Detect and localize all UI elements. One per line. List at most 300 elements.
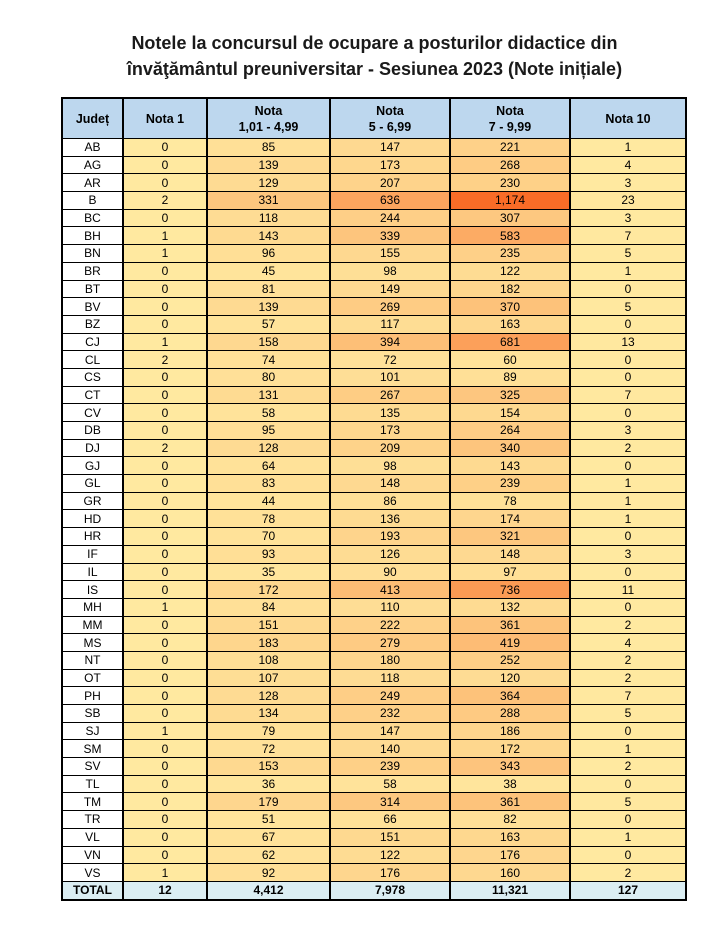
county-code: VN xyxy=(62,846,123,864)
grade-count-cell: 2 xyxy=(570,439,686,457)
grade-count-cell: 89 xyxy=(450,368,570,386)
county-row-HR xyxy=(62,528,686,546)
grade-count-cell: 60 xyxy=(450,351,570,369)
grade-count-cell: 172 xyxy=(450,740,570,758)
grade-count-cell: 0 xyxy=(123,687,207,705)
grade-count-cell: 143 xyxy=(450,457,570,475)
grade-count-cell: 1 xyxy=(570,828,686,846)
grade-count-cell: 413 xyxy=(330,581,450,599)
county-row-SV xyxy=(62,758,686,776)
county-code: GR xyxy=(62,492,123,510)
county-code: CJ xyxy=(62,333,123,351)
county-code: MH xyxy=(62,598,123,616)
county-code: CS xyxy=(62,368,123,386)
grade-count-cell: 148 xyxy=(330,475,450,493)
grade-count-cell: 97 xyxy=(450,563,570,581)
table-body xyxy=(62,139,686,900)
grade-count-cell: 179 xyxy=(207,793,330,811)
column-header-1: Județ xyxy=(62,98,123,139)
county-code: AG xyxy=(62,156,123,174)
county-code: VL xyxy=(62,828,123,846)
grade-count-cell: 122 xyxy=(330,846,450,864)
grade-count-cell: 0 xyxy=(123,174,207,192)
county-code: AR xyxy=(62,174,123,192)
county-row-AR xyxy=(62,174,686,192)
total-count-cell: 11,321 xyxy=(450,881,570,899)
county-code: TM xyxy=(62,793,123,811)
grade-count-cell: 57 xyxy=(207,315,330,333)
grade-count-cell: 331 xyxy=(207,192,330,210)
grade-count-cell: 0 xyxy=(123,793,207,811)
grade-count-cell: 0 xyxy=(123,669,207,687)
grade-count-cell: 1 xyxy=(570,475,686,493)
grade-count-cell: 153 xyxy=(207,758,330,776)
grade-count-cell: 64 xyxy=(207,457,330,475)
grade-count-cell: 122 xyxy=(450,262,570,280)
county-code: GL xyxy=(62,475,123,493)
grade-count-cell: 3 xyxy=(570,209,686,227)
grade-count-cell: 314 xyxy=(330,793,450,811)
grade-count-cell: 2 xyxy=(570,864,686,882)
total-count-cell: 12 xyxy=(123,881,207,899)
grade-count-cell: 209 xyxy=(330,439,450,457)
grade-count-cell: 235 xyxy=(450,245,570,263)
grade-count-cell: 38 xyxy=(450,775,570,793)
grade-count-cell: 232 xyxy=(330,705,450,723)
grade-count-cell: 86 xyxy=(330,492,450,510)
county-code: DJ xyxy=(62,439,123,457)
grade-count-cell: 118 xyxy=(330,669,450,687)
county-code: TR xyxy=(62,811,123,829)
grade-count-cell: 7 xyxy=(570,687,686,705)
grade-count-cell: 0 xyxy=(123,280,207,298)
grade-count-cell: 0 xyxy=(123,545,207,563)
grade-count-cell: 2 xyxy=(570,758,686,776)
grade-count-cell: 4 xyxy=(570,634,686,652)
column-header-3: Nota 1,01 - 4,99 xyxy=(207,98,330,139)
county-row-CS xyxy=(62,368,686,386)
grade-count-cell: 230 xyxy=(450,174,570,192)
grade-count-cell: 72 xyxy=(207,740,330,758)
county-code: CL xyxy=(62,351,123,369)
grade-count-cell: 83 xyxy=(207,475,330,493)
grade-count-cell: 78 xyxy=(207,510,330,528)
county-row-DJ xyxy=(62,439,686,457)
county-row-BN xyxy=(62,245,686,263)
grade-count-cell: 0 xyxy=(123,492,207,510)
grade-count-cell: 158 xyxy=(207,333,330,351)
county-row-SM xyxy=(62,740,686,758)
grade-count-cell: 23 xyxy=(570,192,686,210)
grade-count-cell: 176 xyxy=(330,864,450,882)
county-code: NT xyxy=(62,651,123,669)
grade-count-cell: 67 xyxy=(207,828,330,846)
total-count-cell: 4,412 xyxy=(207,881,330,899)
column-header-5: Nota 7 - 9,99 xyxy=(450,98,570,139)
grade-count-cell: 1 xyxy=(123,722,207,740)
column-header-2: Nota 1 xyxy=(123,98,207,139)
grade-count-cell: 13 xyxy=(570,333,686,351)
county-row-TR xyxy=(62,811,686,829)
grade-count-cell: 0 xyxy=(123,528,207,546)
grade-count-cell: 128 xyxy=(207,687,330,705)
county-code: BN xyxy=(62,245,123,263)
grade-count-cell: 5 xyxy=(570,298,686,316)
grade-count-cell: 149 xyxy=(330,280,450,298)
county-code: IF xyxy=(62,545,123,563)
grade-count-cell: 98 xyxy=(330,457,450,475)
county-row-TM xyxy=(62,793,686,811)
grade-count-cell: 180 xyxy=(330,651,450,669)
grade-count-cell: 0 xyxy=(570,598,686,616)
grade-count-cell: 1 xyxy=(570,139,686,157)
grade-count-cell: 151 xyxy=(207,616,330,634)
county-row-GL xyxy=(62,475,686,493)
grade-count-cell: 160 xyxy=(450,864,570,882)
county-code: SM xyxy=(62,740,123,758)
county-row-VN xyxy=(62,846,686,864)
grade-count-cell: 44 xyxy=(207,492,330,510)
county-row-CT xyxy=(62,386,686,404)
grade-count-cell: 0 xyxy=(123,563,207,581)
grade-count-cell: 163 xyxy=(450,315,570,333)
grade-count-cell: 2 xyxy=(123,351,207,369)
grade-count-cell: 85 xyxy=(207,139,330,157)
grade-count-cell: 80 xyxy=(207,368,330,386)
county-row-BH xyxy=(62,227,686,245)
grade-count-cell: 92 xyxy=(207,864,330,882)
grade-count-cell: 0 xyxy=(123,758,207,776)
grade-count-cell: 93 xyxy=(207,545,330,563)
grade-count-cell: 174 xyxy=(450,510,570,528)
county-row-BV xyxy=(62,298,686,316)
grade-count-cell: 154 xyxy=(450,404,570,422)
grade-count-cell: 0 xyxy=(570,368,686,386)
grade-count-cell: 0 xyxy=(123,651,207,669)
county-code: BZ xyxy=(62,315,123,333)
grade-count-cell: 11 xyxy=(570,581,686,599)
grade-count-cell: 4 xyxy=(570,156,686,174)
grade-count-cell: 0 xyxy=(570,404,686,422)
grade-count-cell: 1 xyxy=(123,227,207,245)
grade-count-cell: 2 xyxy=(570,669,686,687)
grade-count-cell: 0 xyxy=(570,457,686,475)
grade-count-cell: 0 xyxy=(123,315,207,333)
grade-count-cell: 1 xyxy=(123,245,207,263)
grade-count-cell: 264 xyxy=(450,422,570,440)
grade-count-cell: 361 xyxy=(450,616,570,634)
county-row-GJ xyxy=(62,457,686,475)
grade-count-cell: 0 xyxy=(123,368,207,386)
grade-count-cell: 143 xyxy=(207,227,330,245)
grade-count-cell: 267 xyxy=(330,386,450,404)
grade-count-cell: 118 xyxy=(207,209,330,227)
county-code: DB xyxy=(62,422,123,440)
grade-count-cell: 0 xyxy=(123,457,207,475)
grade-count-cell: 58 xyxy=(207,404,330,422)
grade-count-cell: 147 xyxy=(330,722,450,740)
page-title-line1: Notele la concursul de ocupare a posturilor didactice din xyxy=(131,33,618,53)
grade-count-cell: 126 xyxy=(330,545,450,563)
county-row-IF xyxy=(62,545,686,563)
grade-count-cell: 1 xyxy=(123,333,207,351)
county-row-DB xyxy=(62,422,686,440)
grade-count-cell: 636 xyxy=(330,192,450,210)
grade-count-cell: 0 xyxy=(123,846,207,864)
county-code: CT xyxy=(62,386,123,404)
grade-count-cell: 3 xyxy=(570,545,686,563)
grade-count-cell: 244 xyxy=(330,209,450,227)
grade-count-cell: 98 xyxy=(330,262,450,280)
grade-count-cell: 2 xyxy=(123,439,207,457)
county-row-VS xyxy=(62,864,686,882)
grade-count-cell: 0 xyxy=(570,811,686,829)
grade-count-cell: 36 xyxy=(207,775,330,793)
grade-count-cell: 140 xyxy=(330,740,450,758)
grade-count-cell: 321 xyxy=(450,528,570,546)
grade-count-cell: 364 xyxy=(450,687,570,705)
page-title xyxy=(61,30,688,82)
grade-count-cell: 249 xyxy=(330,687,450,705)
county-code: BH xyxy=(62,227,123,245)
grade-count-cell: 135 xyxy=(330,404,450,422)
grade-count-cell: 0 xyxy=(123,262,207,280)
county-code: SJ xyxy=(62,722,123,740)
grade-count-cell: 681 xyxy=(450,333,570,351)
grade-count-cell: 5 xyxy=(570,245,686,263)
county-row-B xyxy=(62,192,686,210)
grade-count-cell: 2 xyxy=(570,651,686,669)
total-count-cell: 127 xyxy=(570,881,686,899)
grade-count-cell: 3 xyxy=(570,174,686,192)
grade-count-cell: 0 xyxy=(123,209,207,227)
county-code: BT xyxy=(62,280,123,298)
grade-count-cell: 239 xyxy=(330,758,450,776)
county-code: IS xyxy=(62,581,123,599)
grade-count-cell: 62 xyxy=(207,846,330,864)
grade-count-cell: 107 xyxy=(207,669,330,687)
grade-count-cell: 252 xyxy=(450,651,570,669)
grade-count-cell: 0 xyxy=(570,722,686,740)
grade-count-cell: 361 xyxy=(450,793,570,811)
county-row-MH xyxy=(62,598,686,616)
grade-count-cell: 128 xyxy=(207,439,330,457)
grade-count-cell: 66 xyxy=(330,811,450,829)
grade-count-cell: 0 xyxy=(123,386,207,404)
grade-count-cell: 222 xyxy=(330,616,450,634)
grade-count-cell: 136 xyxy=(330,510,450,528)
column-header-6: Nota 10 xyxy=(570,98,686,139)
county-row-BR xyxy=(62,262,686,280)
grade-count-cell: 370 xyxy=(450,298,570,316)
grade-count-cell: 148 xyxy=(450,545,570,563)
grade-count-cell: 139 xyxy=(207,156,330,174)
grade-count-cell: 173 xyxy=(330,156,450,174)
county-row-BC xyxy=(62,209,686,227)
grade-count-cell: 81 xyxy=(207,280,330,298)
county-row-CJ xyxy=(62,333,686,351)
grade-count-cell: 139 xyxy=(207,298,330,316)
grade-count-cell: 221 xyxy=(450,139,570,157)
total-count-cell: 7,978 xyxy=(330,881,450,899)
county-row-VL xyxy=(62,828,686,846)
grade-count-cell: 0 xyxy=(570,846,686,864)
county-row-AG xyxy=(62,156,686,174)
grade-count-cell: 84 xyxy=(207,598,330,616)
county-row-IL xyxy=(62,563,686,581)
grade-count-cell: 186 xyxy=(450,722,570,740)
county-code: MM xyxy=(62,616,123,634)
grades-table xyxy=(61,97,687,901)
grade-count-cell: 82 xyxy=(450,811,570,829)
grade-count-cell: 0 xyxy=(123,811,207,829)
county-row-SB xyxy=(62,705,686,723)
county-code: HR xyxy=(62,528,123,546)
grade-count-cell: 1 xyxy=(123,864,207,882)
grade-count-cell: 172 xyxy=(207,581,330,599)
grade-count-cell: 110 xyxy=(330,598,450,616)
grade-count-cell: 101 xyxy=(330,368,450,386)
header-row xyxy=(62,98,686,139)
grade-count-cell: 1 xyxy=(123,598,207,616)
grade-count-cell: 131 xyxy=(207,386,330,404)
grade-count-cell: 7 xyxy=(570,386,686,404)
grade-count-cell: 343 xyxy=(450,758,570,776)
grade-count-cell: 78 xyxy=(450,492,570,510)
grade-count-cell: 0 xyxy=(123,156,207,174)
grade-count-cell: 0 xyxy=(123,475,207,493)
grade-count-cell: 95 xyxy=(207,422,330,440)
grade-count-cell: 0 xyxy=(123,705,207,723)
grade-count-cell: 1 xyxy=(570,510,686,528)
grade-count-cell: 5 xyxy=(570,793,686,811)
county-row-NT xyxy=(62,651,686,669)
county-code: TL xyxy=(62,775,123,793)
county-code: SB xyxy=(62,705,123,723)
grade-count-cell: 58 xyxy=(330,775,450,793)
grade-count-cell: 117 xyxy=(330,315,450,333)
grade-count-cell: 736 xyxy=(450,581,570,599)
page-title-line2: învăţământul preuniversitar - Sesiunea 2023 (Note inițiale) xyxy=(126,59,623,79)
county-row-HD xyxy=(62,510,686,528)
county-code: IL xyxy=(62,563,123,581)
grade-count-cell: 0 xyxy=(570,351,686,369)
grade-count-cell: 176 xyxy=(450,846,570,864)
grade-count-cell: 1,174 xyxy=(450,192,570,210)
county-code: MS xyxy=(62,634,123,652)
grade-count-cell: 35 xyxy=(207,563,330,581)
grade-count-cell: 1 xyxy=(570,740,686,758)
county-row-OT xyxy=(62,669,686,687)
county-code: PH xyxy=(62,687,123,705)
grade-count-cell: 79 xyxy=(207,722,330,740)
grade-count-cell: 2 xyxy=(570,616,686,634)
grade-count-cell: 183 xyxy=(207,634,330,652)
grade-count-cell: 0 xyxy=(123,740,207,758)
grade-count-cell: 120 xyxy=(450,669,570,687)
grade-count-cell: 3 xyxy=(570,422,686,440)
grade-count-cell: 325 xyxy=(450,386,570,404)
county-code: BV xyxy=(62,298,123,316)
grade-count-cell: 0 xyxy=(123,510,207,528)
grade-count-cell: 1 xyxy=(570,492,686,510)
grade-count-cell: 340 xyxy=(450,439,570,457)
grade-count-cell: 51 xyxy=(207,811,330,829)
county-code: BR xyxy=(62,262,123,280)
total-row xyxy=(62,881,686,899)
county-code: B xyxy=(62,192,123,210)
county-row-CL xyxy=(62,351,686,369)
grade-count-cell: 72 xyxy=(330,351,450,369)
grade-count-cell: 0 xyxy=(570,528,686,546)
grade-count-cell: 132 xyxy=(450,598,570,616)
column-header-4: Nota 5 - 6,99 xyxy=(330,98,450,139)
county-row-AB xyxy=(62,139,686,157)
grade-count-cell: 147 xyxy=(330,139,450,157)
grade-count-cell: 0 xyxy=(123,422,207,440)
grade-count-cell: 155 xyxy=(330,245,450,263)
county-row-CV xyxy=(62,404,686,422)
grade-count-cell: 0 xyxy=(570,563,686,581)
county-code: HD xyxy=(62,510,123,528)
county-code: AB xyxy=(62,139,123,157)
grade-count-cell: 70 xyxy=(207,528,330,546)
total-label: TOTAL xyxy=(62,881,123,899)
county-row-PH xyxy=(62,687,686,705)
grade-count-cell: 0 xyxy=(123,828,207,846)
grade-count-cell: 207 xyxy=(330,174,450,192)
county-row-BZ xyxy=(62,315,686,333)
grade-count-cell: 151 xyxy=(330,828,450,846)
grade-count-cell: 269 xyxy=(330,298,450,316)
grade-count-cell: 0 xyxy=(570,315,686,333)
grade-count-cell: 307 xyxy=(450,209,570,227)
grade-count-cell: 108 xyxy=(207,651,330,669)
grade-count-cell: 5 xyxy=(570,705,686,723)
county-code: VS xyxy=(62,864,123,882)
grade-count-cell: 182 xyxy=(450,280,570,298)
grade-count-cell: 0 xyxy=(570,775,686,793)
grade-count-cell: 288 xyxy=(450,705,570,723)
county-code: CV xyxy=(62,404,123,422)
grade-count-cell: 45 xyxy=(207,262,330,280)
grade-count-cell: 193 xyxy=(330,528,450,546)
grade-count-cell: 129 xyxy=(207,174,330,192)
grade-count-cell: 0 xyxy=(123,404,207,422)
county-row-IS xyxy=(62,581,686,599)
county-code: SV xyxy=(62,758,123,776)
grade-count-cell: 0 xyxy=(123,775,207,793)
county-code: GJ xyxy=(62,457,123,475)
grade-count-cell: 0 xyxy=(123,298,207,316)
grade-count-cell: 90 xyxy=(330,563,450,581)
grade-count-cell: 239 xyxy=(450,475,570,493)
grade-count-cell: 0 xyxy=(123,634,207,652)
grade-count-cell: 279 xyxy=(330,634,450,652)
grade-count-cell: 7 xyxy=(570,227,686,245)
county-row-MM xyxy=(62,616,686,634)
grade-count-cell: 268 xyxy=(450,156,570,174)
grade-count-cell: 394 xyxy=(330,333,450,351)
grade-count-cell: 74 xyxy=(207,351,330,369)
county-code: BC xyxy=(62,209,123,227)
county-row-TL xyxy=(62,775,686,793)
grade-count-cell: 419 xyxy=(450,634,570,652)
grade-count-cell: 2 xyxy=(123,192,207,210)
grade-count-cell: 96 xyxy=(207,245,330,263)
grade-count-cell: 0 xyxy=(570,280,686,298)
grade-count-cell: 163 xyxy=(450,828,570,846)
